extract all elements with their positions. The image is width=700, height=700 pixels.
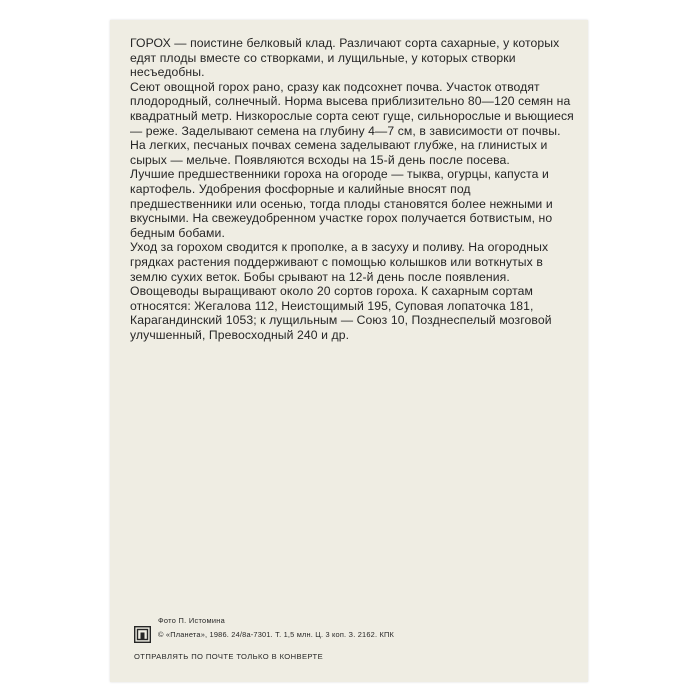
paragraph-varieties: Овощеводы выращивают около 20 сортов гороха. К сахарным сортам относятся: Жегалова 112, Неистощимый 195, Суповая лопаточка 181, Карагандинский 1053; к лущильным — Союз 10, Позднеспелый мозговой улучшенный, Превосходный 240 и др. xyxy=(130,284,552,342)
postcard-back xyxy=(110,20,588,682)
planeta-publisher-logo-icon xyxy=(134,626,151,643)
paragraph-predecessors: Лучшие предшественники гороха на огороде — тыква, огурцы, капуста и картофель. Удобрения фосфорные и калийные вносят под предшественники или осенью, тогда плоды становятся более нежными и вкусными. На свежеудобренном участке горох получается ботвистым, но бедным бобами. xyxy=(130,167,553,240)
paragraph-intro: ГОРОХ — поистине белковый клад. Различают сорта сахарные, у которых едят плоды вместе со створками, и лущильные, у которых створки несъедобны. xyxy=(130,36,560,80)
mail-instruction: ОТПРАВЛЯТЬ ПО ПОЧТЕ ТОЛЬКО В КОНВЕРТЕ xyxy=(134,652,324,661)
paragraph-sowing: Сеют овощной горох рано, сразу как подсохнет почва. Участок отводят плодородный, солнечный. Норма высева приблизительно 80—120 семян на квадратный метр. Низкорослые сорта сеют гуще, сильнорослые и вьющиеся — реже. Заделывают семена на глубину 4—7 см, в зависимости от почвы. На легких, песчаных почвах семена заделывают глубже, на глинистых и сырых — мельче. Появляются всходы на 15-й день после посева. xyxy=(130,79,574,167)
paragraph-care: Уход за горохом сводится к прополке, а в засуху и поливу. На огородных грядках растения поддерживают с помощью колышков или воткнутых в землю сухих веток. Бобы срывают на 12-й день после появления. xyxy=(130,240,549,284)
publisher-imprint: © «Планета», 1986. 24/8а-7301. Т. 1,5 млн. Ц. 3 коп. З. 2162. КПК xyxy=(158,630,394,639)
photo-credit: Фото П. Истомина xyxy=(158,616,226,625)
article-body xyxy=(130,36,575,342)
